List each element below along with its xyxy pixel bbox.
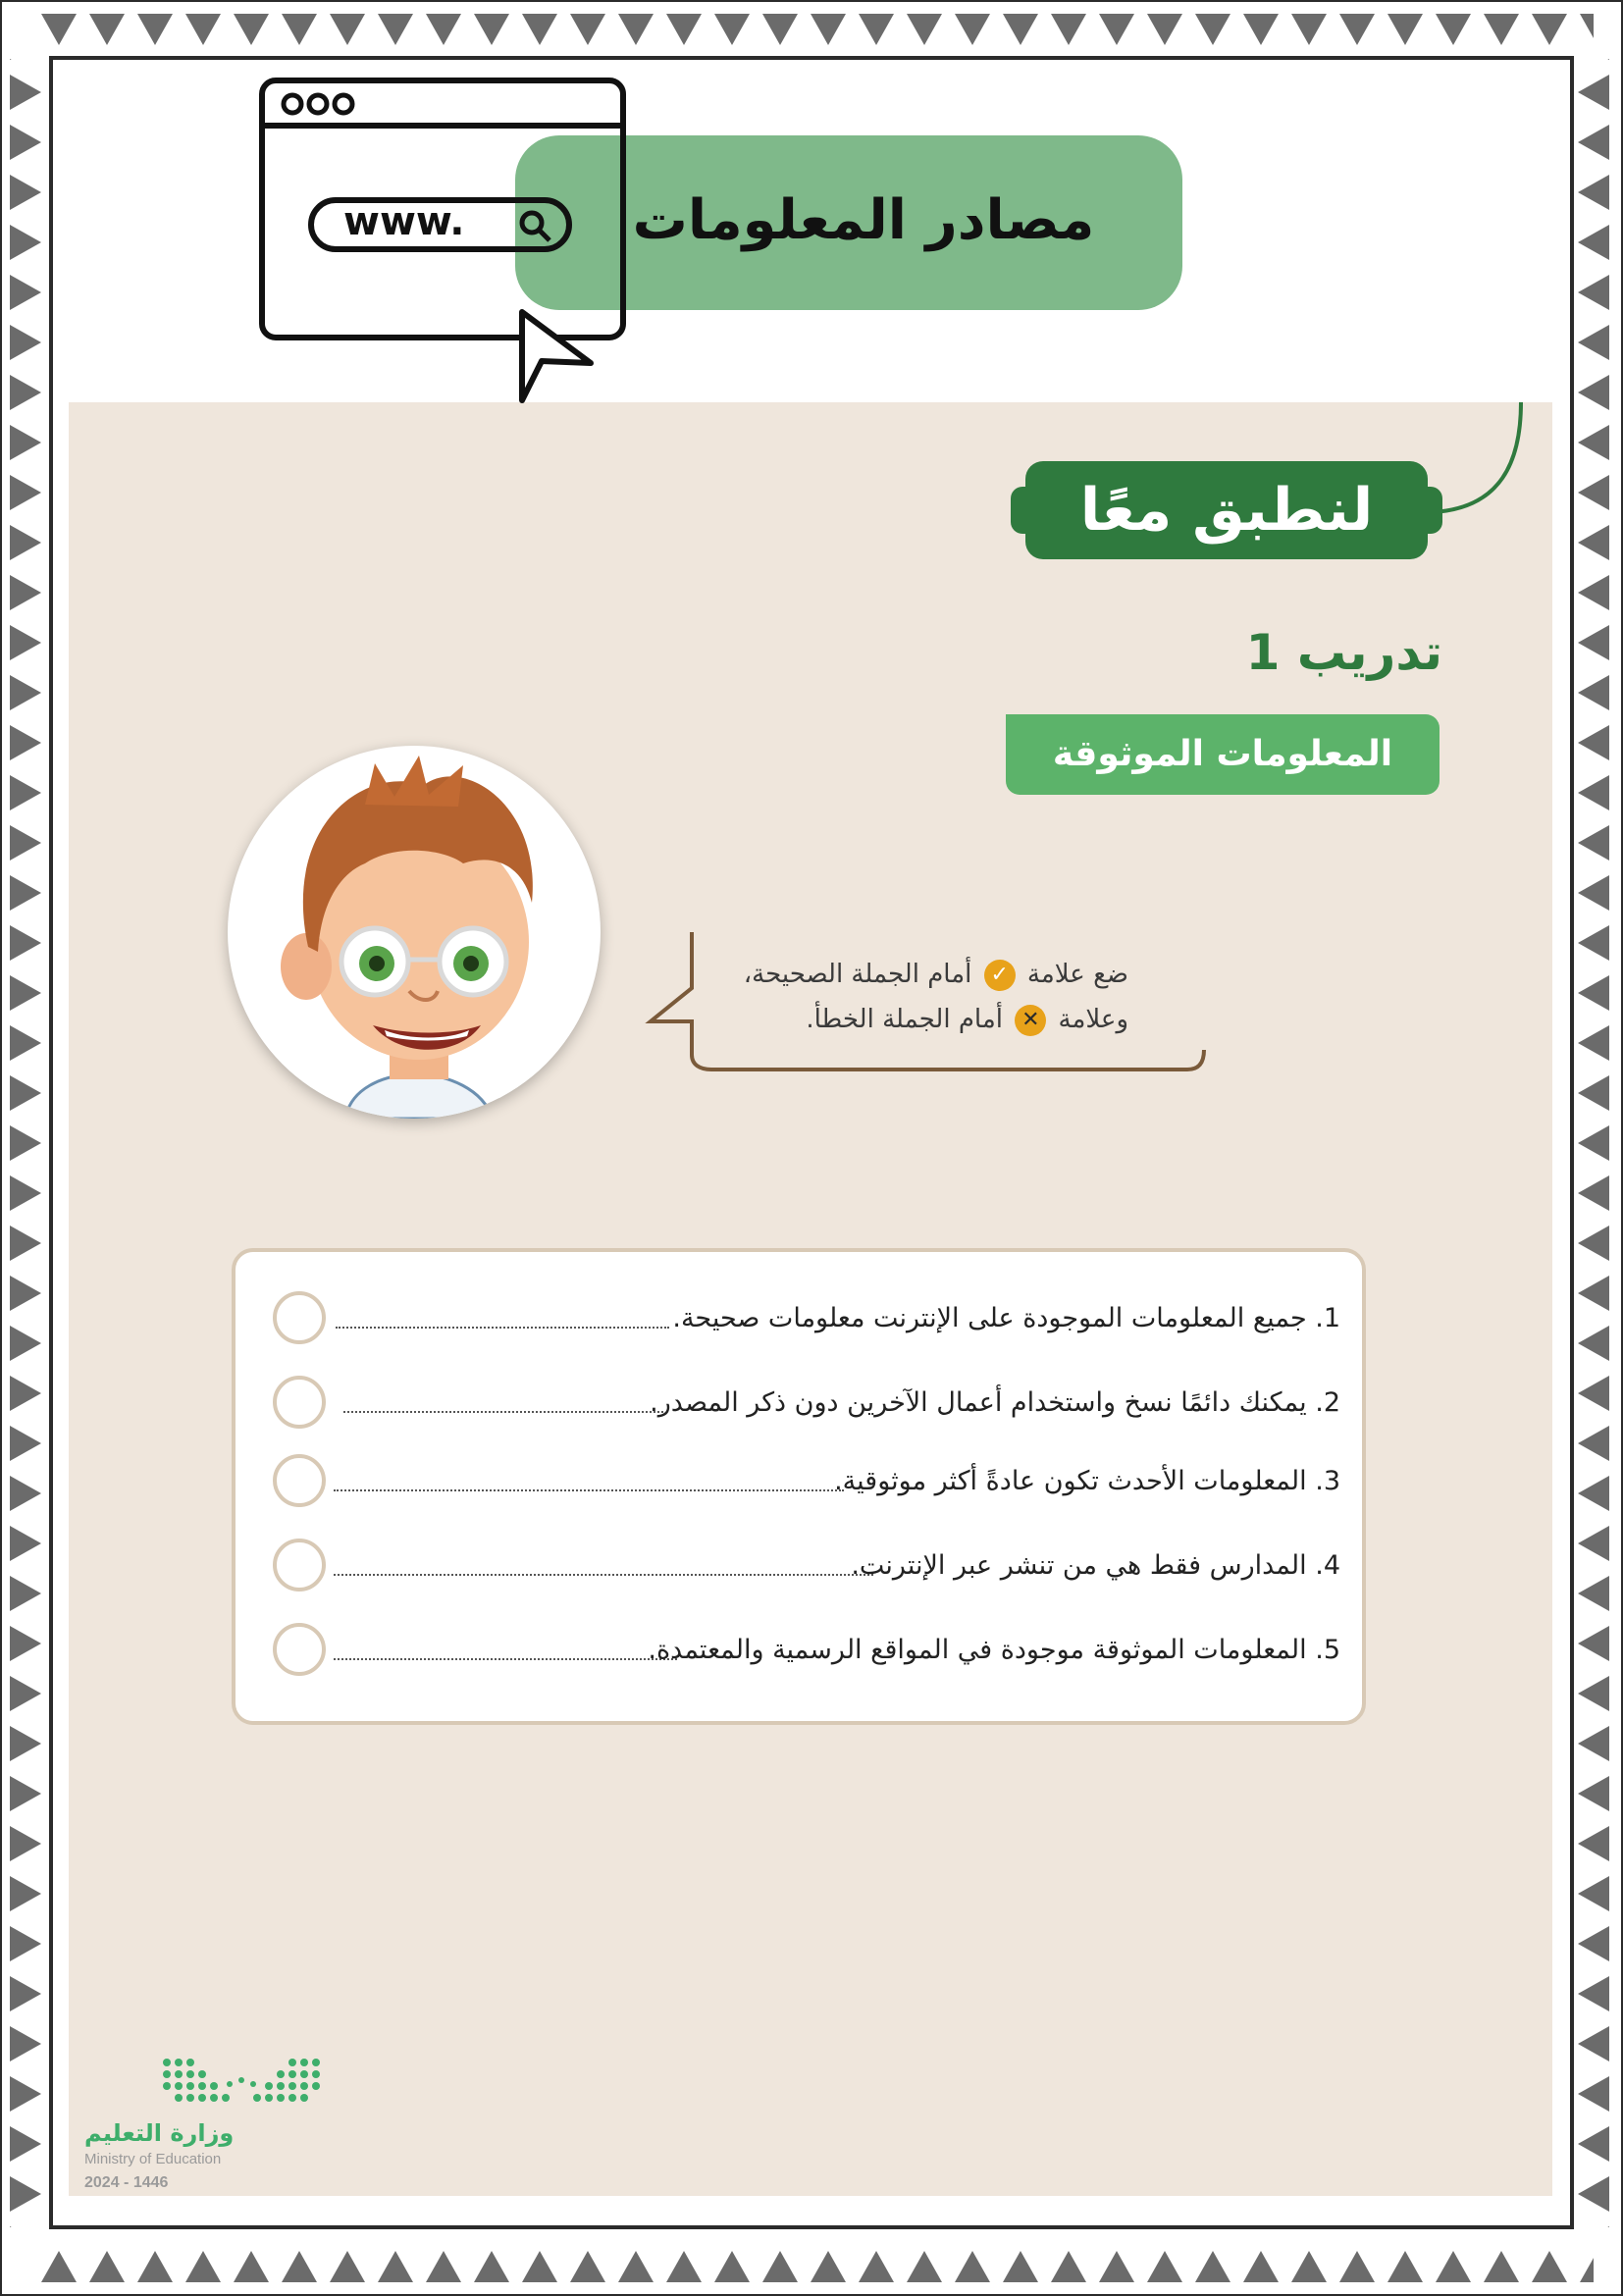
exercise-title: تدريب 1 <box>1245 624 1442 681</box>
list-item <box>236 1454 1370 1513</box>
ministry-name-arabic: وزارة التعليم <box>84 2119 235 2147</box>
statement-text: 1. جميع المعلومات الموجودة على الإنترنت معلومات صحيحة. <box>672 1303 1340 1333</box>
answer-circle[interactable] <box>273 1539 326 1592</box>
ministry-year: 2024 - 1446 <box>84 2174 169 2191</box>
x-mark-icon: ✕ <box>1015 1005 1046 1036</box>
student-avatar <box>228 746 601 1119</box>
statements-card <box>232 1248 1366 1725</box>
instructions <box>707 952 1128 1042</box>
statement-text: 3. المعلومات الأحدث تكون عادةً أكثر موثوقية. <box>834 1466 1340 1496</box>
statement-text: 2. يمكنك دائمًا نسخ واستخدام أعمال الآخرين دون ذكر المصدر. <box>650 1387 1340 1418</box>
practice-badge-label: لنطبق معًا <box>1079 476 1374 545</box>
dotted-line <box>334 1574 873 1576</box>
dotted-line <box>336 1327 669 1329</box>
section-tag-label: المعلومات الموثوقة <box>1052 734 1393 774</box>
instruction-text: أمام الجملة الصحيحة، <box>743 960 972 989</box>
boy-illustration-icon <box>228 746 601 1119</box>
answer-circle[interactable] <box>273 1376 326 1429</box>
instruction-line-2 <box>707 997 1128 1042</box>
statement-text: 4. المدارس فقط هي من تنشر عبر الإنترنت. <box>851 1550 1340 1581</box>
list-item <box>236 1291 1370 1350</box>
url-text: www. <box>343 199 465 244</box>
dotted-line <box>343 1411 663 1413</box>
list-item <box>236 1539 1370 1597</box>
checkmark-icon: ✓ <box>984 960 1016 991</box>
instruction-text: وعلامة <box>1058 1005 1128 1034</box>
list-item <box>236 1623 1370 1682</box>
instruction-text: ضع علامة <box>1026 960 1128 989</box>
page-title: مصادر المعلومات <box>632 188 1095 252</box>
instruction-text: أمام الجملة الخطأ. <box>806 1005 1004 1034</box>
instruction-line-1 <box>707 952 1128 997</box>
answer-circle[interactable] <box>273 1291 326 1344</box>
dotted-line <box>334 1658 677 1660</box>
answer-circle[interactable] <box>273 1454 326 1507</box>
list-item <box>236 1376 1370 1435</box>
ministry-name-english: Ministry of Education <box>84 2151 222 2167</box>
dotted-line <box>334 1489 844 1491</box>
answer-circle[interactable] <box>273 1623 326 1676</box>
statement-text: 5. المعلومات الموثوقة موجودة في المواقع الرسمية والمعتمدة. <box>648 1635 1340 1665</box>
